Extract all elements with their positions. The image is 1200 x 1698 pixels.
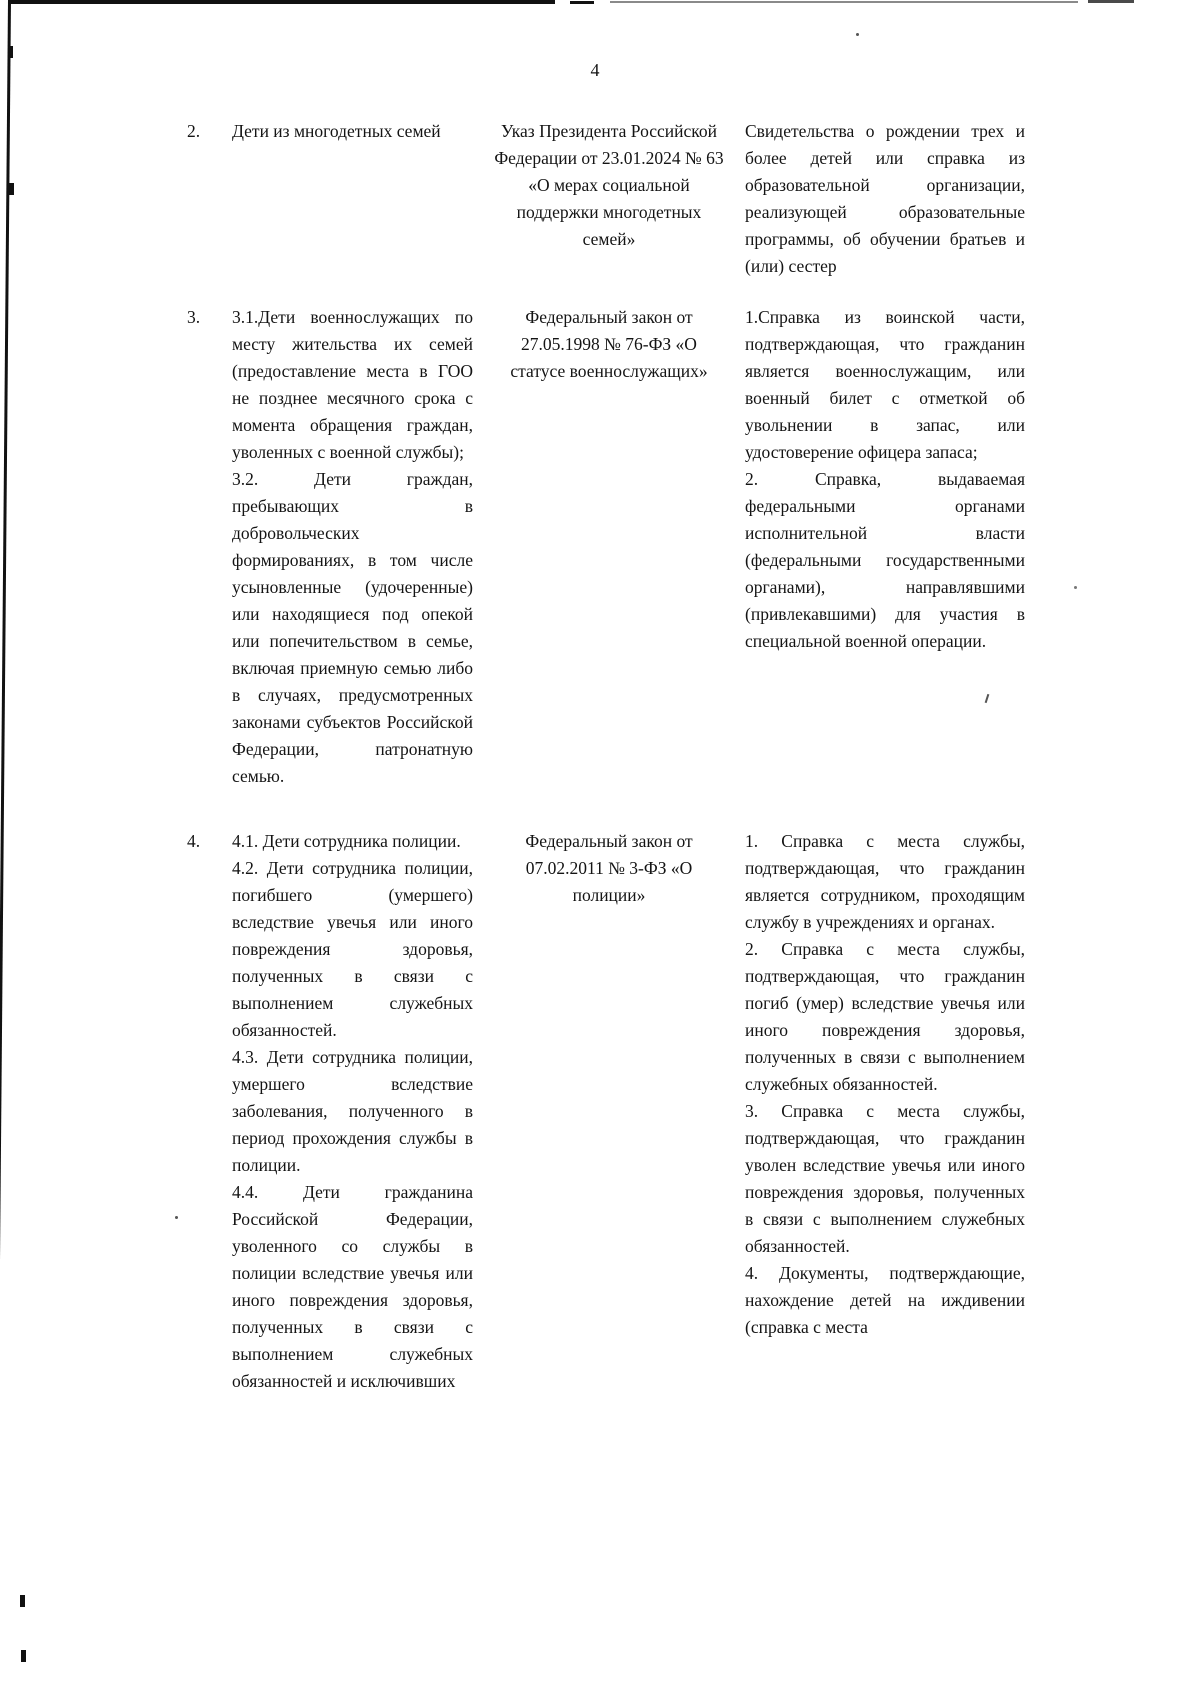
documents-paragraph: 2. Справка с места службы, подтверждающая, что гражданин погиб (умер) вследствие увечья или иного повреждения здоровья, полученных в связи с выполнением служебных обязанностей. [745, 939, 1025, 1094]
scan-speck [856, 33, 859, 36]
row-number: 4. [187, 831, 201, 851]
category-paragraph: Дети из многодетных семей [232, 121, 441, 141]
category-cell [232, 118, 473, 145]
category-paragraph: 3.1.Дети военнослужащих по месту жительства их семей (предоставление места в ГОО не позднее месячного срока с момента обращения граждан, уволенных с военной службы); [232, 307, 473, 462]
scan-tick [9, 183, 14, 195]
scan-edge-line-top [10, 0, 555, 4]
documents-paragraph: 3. Справка с места службы, подтверждающая, что гражданин уволен вследствие увечья или иного повреждения здоровья, полученных в связи с выполнением служебных обязанностей. [745, 1101, 1025, 1256]
documents-paragraph: 4. Документы, подтверждающие, нахождение детей на иждивении (справка с места [745, 1263, 1025, 1337]
category-cell [232, 304, 473, 790]
legal-basis-cell: Указ Президента Российской Федерации от 23.01.2024 № 63 «О мерах социальной поддержки многодетных семей» [494, 121, 724, 249]
legal-basis-cell: Федеральный закон от 27.05.1998 № 76-ФЗ «О статусе военнослужащих» [510, 307, 708, 381]
table-row [185, 304, 1030, 790]
category-paragraph: 4.3. Дети сотрудника полиции, умершего вследствие заболевания, полученного в период прохождения службы в полиции. [232, 1047, 473, 1175]
scan-speck [175, 1216, 178, 1219]
scan-speck [1074, 586, 1077, 589]
scan-edge-line-top-faint [610, 1, 1078, 3]
table-row [185, 118, 1030, 280]
table-row [185, 828, 1030, 1395]
page-number: 4 [590, 60, 600, 80]
scan-edge-line-top-dash [570, 1, 594, 4]
scan-tick [20, 1595, 25, 1607]
category-paragraph: 3.2. Дети граждан, пребывающих в добровольческих формированиях, в том числе усыновленные (удочеренные) или находящиеся под опекой или попечительством в семье, включая приемную семью либо в случаях, предусмотренных законами субъектов Российской Федерации, патронатную семью. [232, 469, 473, 786]
eligibility-documents-table [185, 118, 1030, 1395]
row-number: 3. [187, 307, 201, 327]
category-paragraph: 4.4. Дети гражданина Российской Федерации, уволенного со службы в полиции вследствие увечья или иного повреждения здоровья, полученных в связи с выполнением служебных обязанностей и исключивших [232, 1182, 473, 1391]
scan-edge-line-top-dash-right [1088, 0, 1134, 3]
scan-tick [21, 1650, 26, 1662]
legal-basis-cell: Федеральный закон от 07.02.2011 № 3-ФЗ «О полиции» [525, 831, 693, 905]
scan-edge-line-left [0, 0, 10, 1698]
category-paragraph: 4.1. Дети сотрудника полиции. [232, 831, 461, 851]
documents-paragraph: Свидетельства о рождении трех и более детей или справка из образовательной организации, реализующей образовательные программы, об обучении братьев и (или) сестер [745, 121, 1025, 276]
documents-cell [745, 828, 1025, 1341]
category-cell [232, 828, 473, 1395]
row-number: 2. [187, 121, 201, 141]
category-paragraph: 4.2. Дети сотрудника полиции, погибшего (умершего) вследствие увечья или иного повреждения здоровья, полученных в связи с выполнением служебных обязанностей. [232, 858, 473, 1040]
documents-cell [745, 304, 1025, 655]
documents-paragraph: 1. Справка с места службы, подтверждающая, что гражданин является сотрудником, проходящим службу в учреждениях и органах. [745, 831, 1025, 932]
documents-cell [745, 118, 1025, 280]
documents-paragraph: 1.Справка из воинской части, подтверждающая, что гражданин является военнослужащим, или военный билет с отметкой об увольнении в запас, или удостоверение офицера запаса; [745, 307, 1025, 462]
documents-paragraph: 2. Справка, выдаваемая федеральными органами исполнительной власти (федеральными государственными органами), направлявшими (привлекавшими) для участия в специальной военной операции. [745, 469, 1025, 651]
scan-tick [8, 46, 13, 58]
